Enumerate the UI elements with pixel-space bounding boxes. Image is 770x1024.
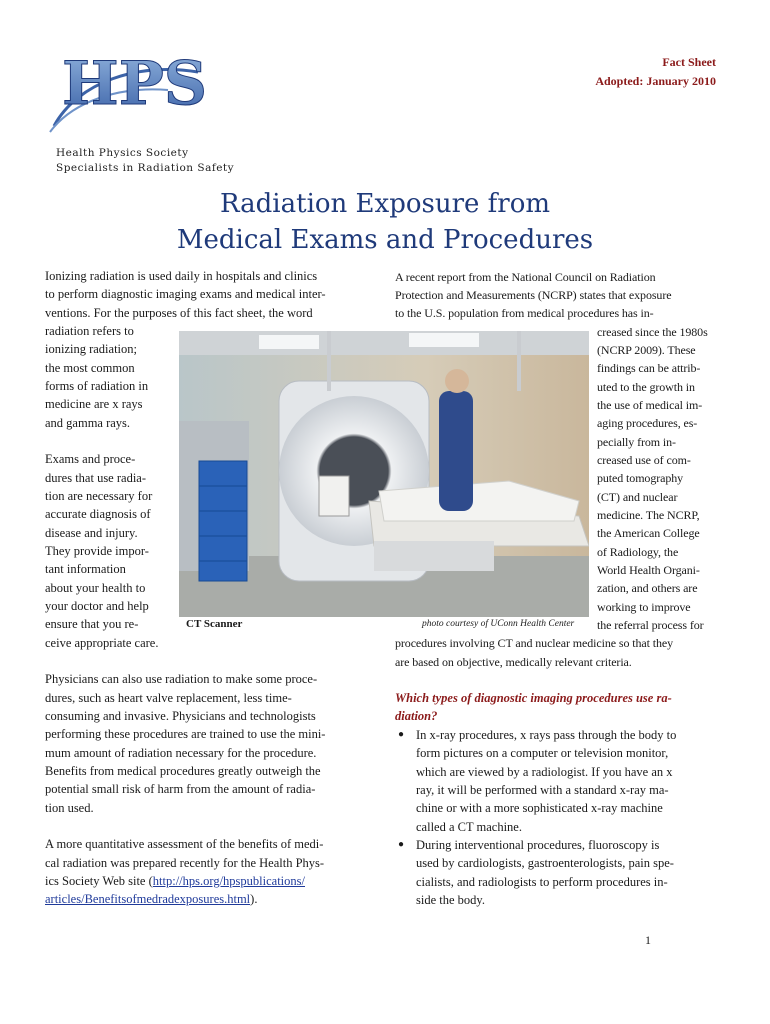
text-line: They provide impor-	[45, 544, 149, 558]
adopted-date: Adopted: January 2010	[595, 74, 716, 88]
text-line: (NCRP 2009). These	[597, 343, 696, 357]
text-line: to perform diagnostic imaging exams and medical inter-	[45, 287, 326, 301]
text-line: to the U.S. population from medical procedures has in-	[395, 306, 654, 320]
text-line: tion are necessary for	[45, 489, 153, 503]
text-line: cialists, and radiologists to perform procedures in-	[416, 875, 668, 889]
text-line: used by cardiologists, gastroenterologists, pain spe-	[416, 856, 674, 870]
text-line: disease and injury.	[45, 526, 138, 540]
text-line: ray, it will be performed with a standard x-ray ma-	[416, 783, 669, 797]
text-line: your doctor and help	[45, 599, 149, 613]
text-line: chine or with a more sophisticated x-ray machine	[416, 801, 663, 815]
text-line: radiation refers to	[45, 324, 134, 338]
text-line: the American College	[597, 526, 700, 540]
text-line: are based on objective, medically relevant criteria.	[395, 655, 632, 669]
text-line: (CT) and nuclear	[597, 490, 678, 504]
fact-sheet-header	[595, 53, 716, 91]
text-line: cal radiation was prepared recently for the Health Phys-	[45, 856, 325, 870]
text-line: mum amount of radiation necessary for the procedure.	[45, 746, 317, 760]
text-line: about your health to	[45, 581, 146, 595]
text-line: Ionizing radiation is used daily in hospitals and clinics	[45, 269, 318, 283]
photo-credit: photo courtesy of UConn Health Center	[422, 619, 575, 629]
text-line: A more quantitative assessment of the benefits of medi-	[45, 837, 324, 851]
text-line: working to improve	[597, 600, 691, 614]
organization-name: Health Physics Society Specialists in Radiation Safety	[56, 147, 235, 174]
text-line: consuming and invasive. Physicians and technologists	[45, 709, 316, 723]
text-line: dures that use radia-	[45, 471, 147, 485]
text-line: of Radiology, the	[597, 545, 679, 559]
text-line: form pictures on a computer or television monitor,	[416, 746, 669, 760]
doc-type: Fact Sheet	[662, 55, 716, 69]
text-line: In x-ray procedures, x rays pass through the body to	[416, 728, 677, 742]
bullet-icon: ●	[398, 839, 405, 850]
text-line: dures, such as heart valve replacement, less time-	[45, 691, 292, 705]
text-line: tant information	[45, 562, 126, 576]
text-line: pecially from in-	[597, 435, 676, 449]
text-line: World Health Organi-	[597, 563, 700, 577]
text-line: creased use of com-	[597, 453, 691, 467]
text-line: medicine are x rays	[45, 397, 143, 411]
figure-caption: CT Scanner	[186, 618, 243, 630]
text-line: ventions. For the purposes of this fact sheet, the word	[45, 306, 313, 320]
text-line: ensure that you re-	[45, 617, 139, 631]
benefits-link-part2[interactable]: articles/Benefitsofmedradexposures.html	[45, 892, 251, 906]
section-question: Which types of diagnostic imaging procedures use ra-	[395, 691, 672, 705]
ct-scanner-photo	[179, 331, 589, 617]
text-line: articles/Benefitsofmedradexposures.html).	[45, 892, 258, 906]
text-line: accurate diagnosis of	[45, 507, 151, 521]
text-line: puted tomography	[597, 471, 684, 485]
text-line: creased since the 1980s	[597, 325, 708, 339]
text-line: zation, and others are	[597, 581, 698, 595]
text-line: procedures involving CT and nuclear medicine so that they	[395, 636, 673, 650]
page-title: Radiation Exposure from Medical Exams and Procedures	[176, 189, 594, 255]
text-line: uted to the growth in	[597, 380, 695, 394]
hps-logo	[48, 42, 210, 138]
section-question: diation?	[395, 709, 438, 723]
text-line: Exams and proce-	[45, 452, 136, 466]
text-line: During interventional procedures, fluoroscopy is	[416, 838, 660, 852]
text-line: Benefits from medical procedures greatly outweigh the	[45, 764, 321, 778]
text-line: ceive appropriate care.	[45, 636, 159, 650]
text-line: ics Society Web site (http://hps.org/hpspublications/	[45, 874, 305, 888]
text-line: the most common	[45, 361, 135, 375]
text-line: Physicians can also use radiation to make some proce-	[45, 672, 318, 686]
text-line: A recent report from the National Council on Radiation	[395, 270, 656, 284]
logo-text: HPS	[62, 49, 208, 119]
text-line: the referral process for	[597, 618, 704, 632]
text-line: potential small risk of harm from the amount of radia-	[45, 782, 316, 796]
text-line: findings can be attrib-	[597, 361, 701, 375]
bullet-icon: ●	[398, 729, 405, 740]
text-line: ionizing radiation;	[45, 342, 137, 356]
page-number: 1	[645, 933, 651, 947]
text-line: forms of radiation in	[45, 379, 149, 393]
text-line: performing these procedures are trained to use the mini-	[45, 727, 326, 741]
benefits-link-part1[interactable]: http://hps.org/hpspublications/	[152, 874, 305, 888]
text-line: which are viewed by a radiologist. If you have an x	[416, 765, 673, 779]
text-line: and gamma rays.	[45, 416, 131, 430]
text-line: medicine. The NCRP,	[597, 508, 700, 522]
text-line: aging procedures, es-	[597, 416, 698, 430]
text-line: the use of medical im-	[597, 398, 703, 412]
text-line: side the body.	[416, 893, 485, 907]
text-line: Protection and Measurements (NCRP) states that exposure	[395, 288, 672, 302]
text-line: tion used.	[45, 801, 94, 815]
text-line: called a CT machine.	[416, 820, 522, 834]
